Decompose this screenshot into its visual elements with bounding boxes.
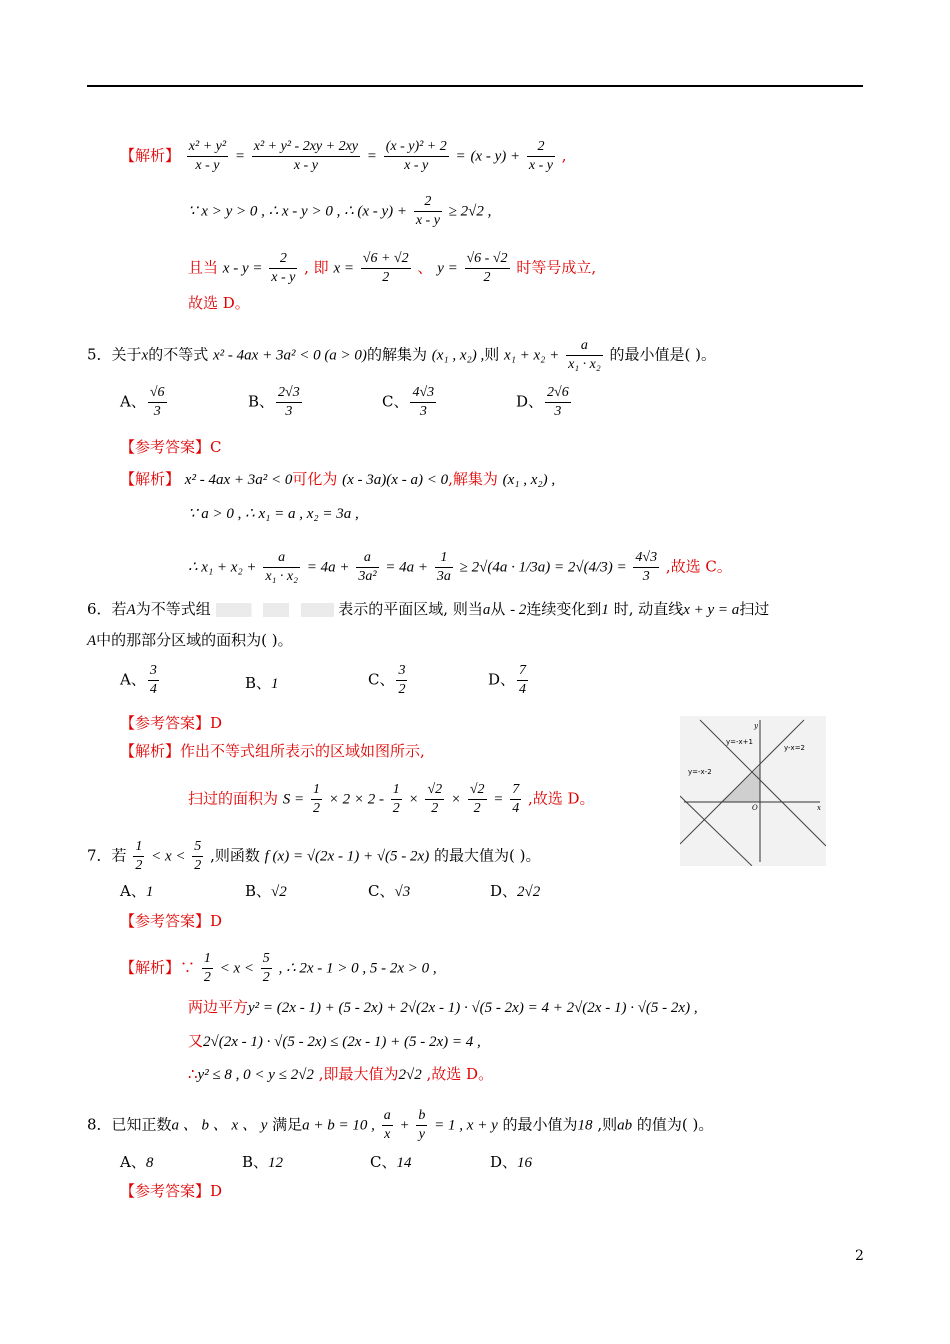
q5-stem: 5．关于x的不等式 x² - 4ax + 3a² < 0 (a > 0)的解集为 (x₁ , x₂) ,则 x₁ + x₂ + $\frac{a}{\text{x₁ · x₂}}$ 的最小值是( )。 [87,338,716,372]
q6-option-c: C、 $\frac{3}{2}$ [368,663,406,697]
q4-analysis-line-2: ∵ x > y > 0 , ∴ x - y > 0 , ∴ (x - y) + $\frac{2}{x - y}$ ≥ 2√2 , [188,194,492,228]
region-figure [680,716,826,866]
q6-stem-line-1: 6．若A为不等式组 表示的平面区域, 则当a从 - 2连续变化到1 时, 动直线x + y = a扫过 [87,600,770,618]
q5-analysis-line-2: ∵ a > 0 , ∴ x₁ = a , x₂ = 3a , [188,506,359,522]
label-l2: y-x=2 [784,744,806,752]
q5-answer: 【参考答案】C [120,438,222,456]
q5-option-d: D、 $\frac{2√6}{3}$ [516,385,569,419]
q6-option-d: D、 $\frac{7}{4}$ [488,663,527,697]
q5-option-a: A、 $\frac{√6}{3}$ [120,385,165,419]
q7-option-a: A、1 [120,882,154,900]
q4-analysis-line-1: 【解析】 $\frac{\text{x² + y²}}{x - y}$ = $\frac{\text{x² + y² - 2xy + 2xy}}{x - y}$ = $\frac{\text{(x - y)² + 2}}{x - y}$ = (x - y) + $\frac{2}{x - y}$ , [120,139,567,173]
q7-analysis-line-2: 两边平方y² = (2x - 1) + (5 - 2x) + 2√(2x - 1) · √(5 - 2x) = 4 + 2√(2x - 1) · √(5 - 2x) , [188,998,698,1016]
q7-stem: 7．若 $\frac{1}{2}$ < x < $\frac{5}{2}$ ,则函数 f (x) = √(2x - 1) + √(5 - 2x) 的最大值为( )。 [87,839,541,873]
q8-option-c: C、14 [370,1153,412,1171]
label-l1: y=-x+1 [726,738,753,746]
q8-stem: 8．已知正数a 、 b 、 x 、 y 满足a + b = 10 , $\frac{a}{x}$ + $\frac{b}{y}$ = 1 , x + y 的最小值为18 ,则ab 的值为( )。 [87,1108,714,1142]
q6-analysis-line-2: 扫过的面积为 S = $\frac{1}{2}$ × 2 × 2 - $\frac{1}{2}$ × $\frac{√2}{2}$ × $\frac{√2}{2}$ = $\frac{7}{4}$ ,故选 D。 [188,782,595,816]
q5-option-b: B、 $\frac{2√3}{3}$ [248,385,300,419]
label-l3: y=-x-2 [688,768,712,776]
q6-analysis-line-1: 【解析】作出不等式组所表示的区域如图所示, [120,742,425,760]
q7-answer: 【参考答案】D [120,912,223,930]
q5-analysis-line-3: ∴ x₁ + x₂ + $\frac{a}{\text{x₁ · x₂}}$ = 4a + $\frac{a}{\text{3a²}}$ = 4a + $\frac{1}{3a}$ ≥ 2√(4a · 1/3a) = 2√(4/3) = $\frac{4√3}{3}$ ,故选 C。 [188,550,732,584]
page-number: 2 [855,1248,864,1264]
label-y-axis: y [754,722,758,730]
q8-option-d: D、16 [490,1153,533,1171]
q7-option-d: D、2√2 [490,882,541,900]
label-origin: O [752,804,758,812]
q7-analysis-line-3: 又2√(2x - 1) · √(5 - 2x) ≤ (2x - 1) + (5 - 2x) = 4 , [188,1032,481,1050]
q8-option-b: B、12 [242,1153,284,1171]
header-rule [87,85,863,87]
inequality-system-placeholder [216,603,334,617]
q6-answer: 【参考答案】D [120,714,223,732]
q7-option-c: C、√3 [368,882,411,900]
region-graph [680,716,826,866]
q8-option-a: A、8 [120,1153,154,1171]
q7-analysis-line-1: 【解析】∵ $\frac{1}{2}$ < x < $\frac{5}{2}$ , ∴ 2x - 1 > 0 , 5 - 2x > 0 , [120,951,437,985]
q6-option-a: A、 $\frac{3}{4}$ [120,663,157,697]
q5-analysis-line-1: 【解析】 x² - 4ax + 3a² < 0可化为 (x - 3a)(x - a) < 0,解集为 (x₁ , x₂) , [120,470,556,488]
q7-analysis-line-4: ∴y² ≤ 8 , 0 < y ≤ 2√2 ,即最大值为2√2 ,故选 D。 [188,1065,494,1083]
line-y-minus-x-2 [700,720,826,846]
q4-analysis-line-3: 且当 x - y = $\frac{2}{x - y}$ , 即 x = $\frac{√6 + √2}{2}$ 、 y = $\frac{√6 - √2}{2}$ 时等号成立, [188,251,597,285]
q8-answer: 【参考答案】D [120,1182,223,1200]
q5-option-c: C、 $\frac{4√3}{3}$ [382,385,435,419]
q7-option-b: B、√2 [245,882,287,900]
line-y-neg-x-minus-2 [680,796,752,866]
q6-stem-line-2: A中的那部分区域的面积为( )。 [87,631,293,649]
label-x-axis: x [817,804,821,812]
q4-conclusion: 故选 D。 [188,294,250,312]
q6-option-b: B、1 [245,674,279,692]
